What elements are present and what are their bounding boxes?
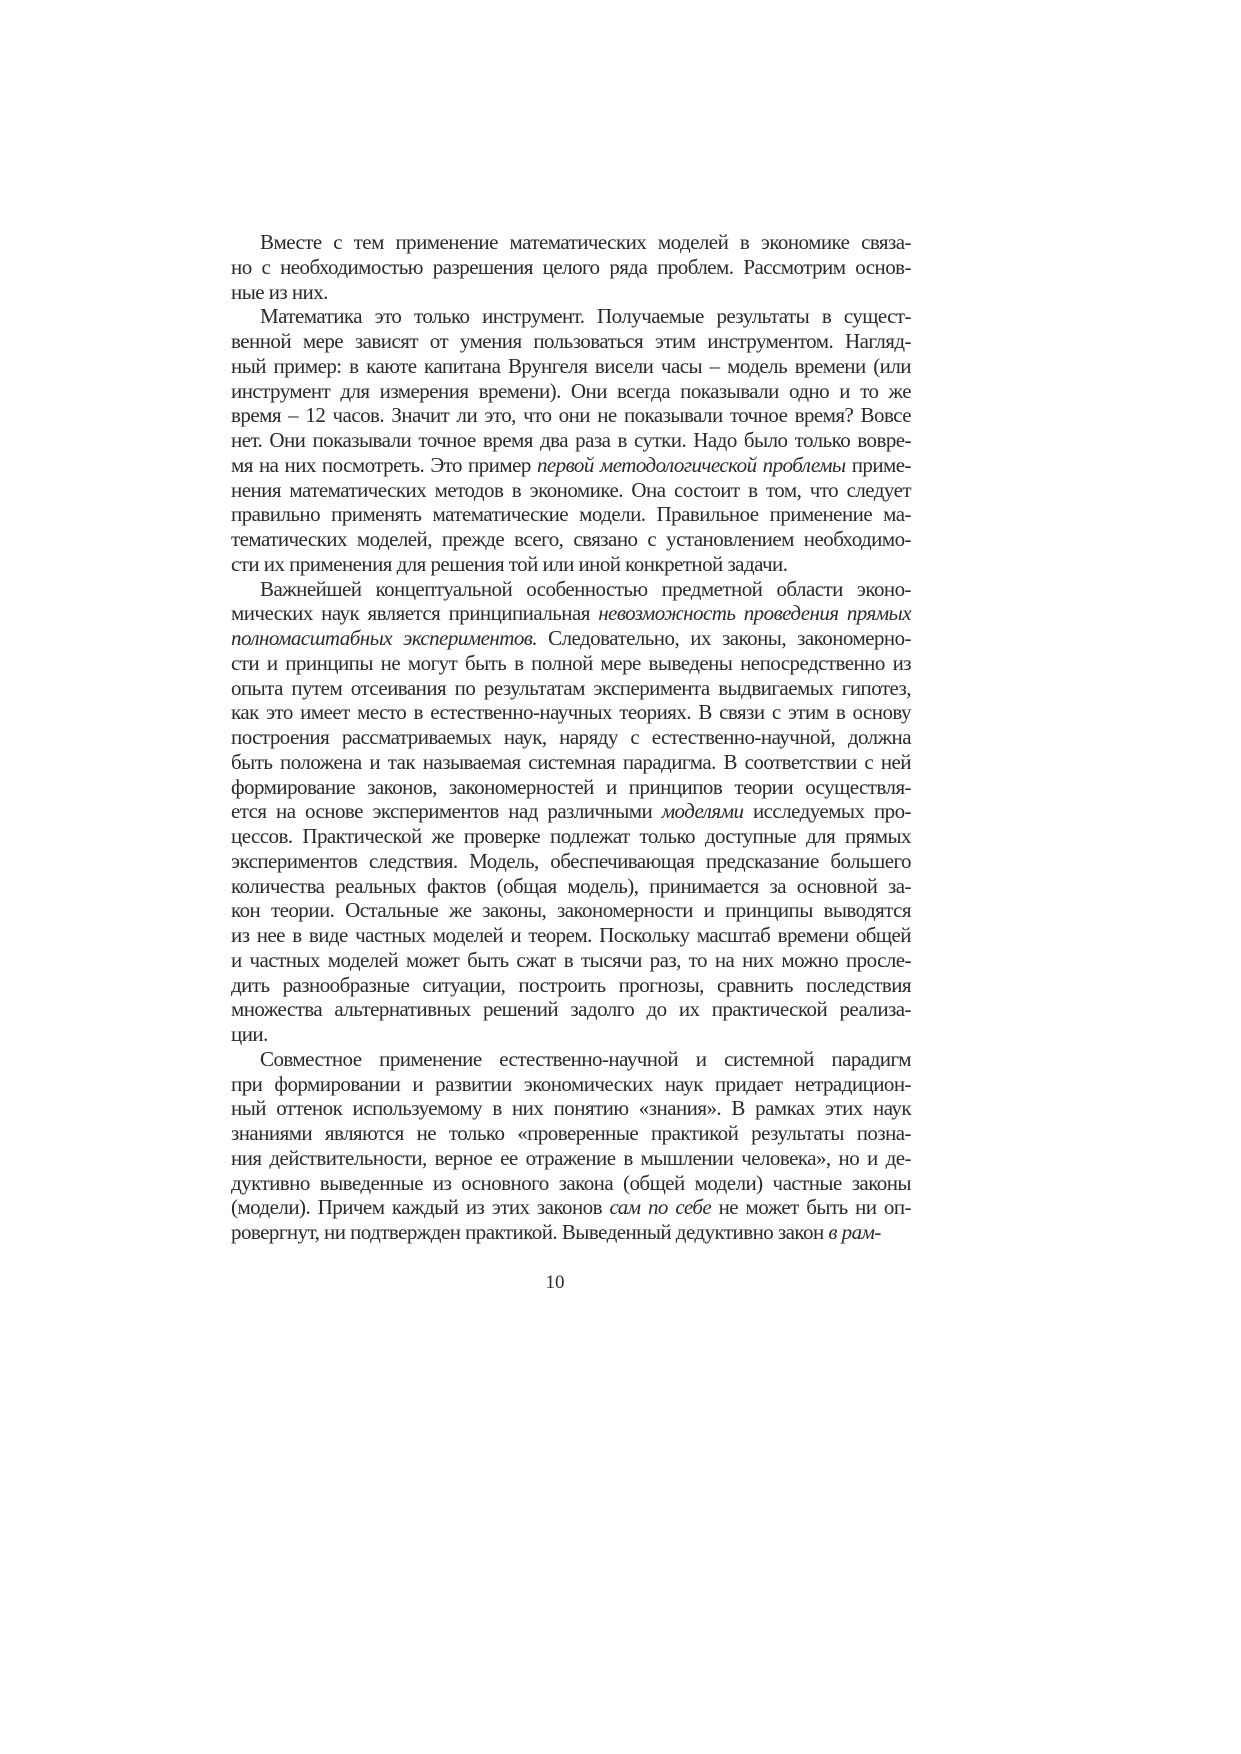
- text-run: правильно применять математические модели. Правильное применение ма-: [231, 502, 911, 527]
- text-line: [231, 1121, 911, 1146]
- text-line: [231, 1171, 911, 1196]
- text-run: ровергнут, ни подтвержден практикой. Выведенный дедуктивно закон: [231, 1220, 829, 1244]
- text-run: но с необходимостью разрешения целого ряда проблем. Рассмотрим основ-: [231, 254, 911, 279]
- text-run: мических наук является принципиальная: [231, 601, 599, 626]
- text-line: [231, 775, 911, 800]
- text-line: [231, 799, 911, 824]
- text-line: [231, 997, 911, 1022]
- page-number: 10: [545, 1272, 565, 1293]
- text-line: [231, 1220, 911, 1245]
- text-line: [231, 849, 911, 874]
- text-line: [231, 478, 911, 503]
- text-line: [231, 1047, 911, 1072]
- emphasis-text: первой методологической проблемы: [536, 452, 846, 477]
- text-line: [231, 453, 911, 478]
- text-run: Важнейшей концептуальной особенностью предметной области эконо-: [260, 576, 911, 601]
- text-run: быть положена и так называемая системная парадигма. В соответствии с ней: [231, 749, 911, 774]
- text-run: из нее в виде частных моделей и теорем. Поскольку масштаб времени общей: [231, 923, 911, 947]
- emphasis-text: моделями: [661, 799, 744, 824]
- text-run: ется на основе экспериментов над различными: [231, 799, 662, 824]
- text-line: [231, 750, 911, 775]
- text-line: [231, 948, 911, 973]
- text-run: инструмент для измерения времени). Они всегда показывали одно и то же: [231, 378, 911, 403]
- text-run: ные из них.: [231, 279, 328, 304]
- emphasis-text: невозможность проведения прямых: [598, 601, 911, 626]
- text-run: Следовательно, их законы, закономерно-: [537, 626, 911, 650]
- text-run: ный оттенок используемому в них понятию «знания». В рамках этих наук: [231, 1096, 911, 1121]
- text-line: [231, 651, 911, 676]
- text-line: [231, 552, 911, 577]
- text-run: сти и принципы не могут быть в полной мере выведены непосредственно из: [231, 650, 911, 675]
- text-run: экспериментов следствия. Модель, обеспечивающая предсказание большего: [231, 848, 911, 873]
- paragraph: [231, 304, 911, 576]
- text-line: [231, 502, 911, 527]
- text-run: формирование законов, закономерностей и принципов теории осуществля-: [231, 774, 911, 799]
- text-run: дуктивно выведенные из основного закона (общей модели) частные законы: [231, 1170, 911, 1195]
- text-line: [231, 973, 911, 998]
- text-line: [231, 304, 911, 329]
- text-line: [231, 329, 911, 354]
- text-line: [231, 379, 911, 404]
- text-run: кон теории. Остальные же законы, закономерности и принципы выводятся: [231, 898, 911, 923]
- text-run: как это имеет место в естественно-научных теориях. В связи с этим в основу: [231, 700, 911, 725]
- text-run: не может быть ни оп-: [711, 1195, 911, 1220]
- text-line: [231, 280, 911, 305]
- text-line: [231, 255, 911, 280]
- text-line: [231, 1146, 911, 1171]
- text-line: [231, 626, 911, 651]
- text-line: [231, 676, 911, 701]
- text-line: [231, 354, 911, 379]
- text-line: [231, 824, 911, 849]
- text-run: ный пример: в каюте капитана Врунгеля висели часы – модель времени (или: [231, 353, 911, 378]
- emphasis-text: сам по себе: [609, 1195, 712, 1220]
- text-run: сти их применения для решения той или иной конкретной задачи.: [231, 551, 788, 576]
- text-line: [231, 923, 911, 948]
- text-run: построения рассматриваемых наук, наряду с естественно-научной, должна: [231, 725, 911, 749]
- emphasis-text: в рам-: [828, 1220, 881, 1244]
- body-text: [231, 230, 911, 1245]
- text-run: Совместное применение естественно-научной и системной парадигм: [260, 1046, 911, 1071]
- text-line: [231, 403, 911, 428]
- text-run: количества реальных фактов (общая модель), принимается за основной за-: [231, 873, 911, 898]
- text-line: [231, 527, 911, 552]
- text-run: венной мере зависят от умения пользоваться этим инструментом. Нагляд-: [231, 329, 911, 353]
- text-run: ния действительности, верное ее отражение в мышлении человека», но и де-: [231, 1145, 911, 1170]
- text-run: множества альтернативных решений задолго до их практической реализа-: [231, 997, 911, 1022]
- text-run: нет. Они показывали точное время два раза в сутки. Надо было только вовре-: [231, 428, 911, 452]
- text-run: тематических моделей, прежде всего, связано с установлением необходимо-: [231, 527, 911, 551]
- paragraph: [231, 577, 911, 1047]
- text-line: [231, 230, 911, 255]
- text-line: [231, 601, 911, 626]
- text-line: [231, 898, 911, 923]
- text-run: Вместе с тем применение математических моделей в экономике связа-: [260, 230, 911, 254]
- text-run: нения математических методов в экономике. Она состоит в том, что следует: [231, 477, 911, 502]
- text-line: [231, 874, 911, 899]
- emphasis-text: полномасштабных экспериментов.: [231, 626, 538, 650]
- text-line: [231, 1096, 911, 1121]
- text-run: при формировании и развитии экономических наук придает нетрадицион-: [231, 1071, 911, 1096]
- text-run: Математика это только инструмент. Получаемые результаты в сущест-: [260, 304, 911, 329]
- text-run: знаниями являются не только «проверенные практикой результаты позна-: [231, 1121, 911, 1145]
- text-run: и частных моделей может быть сжат в тысячи раз, то на них можно просле-: [231, 947, 911, 972]
- text-run: (модели). Причем каждый из этих законов: [231, 1195, 610, 1220]
- text-run: цессов. Практической же проверке подлежат только доступные для прямых: [231, 824, 911, 848]
- text-line: [231, 577, 911, 602]
- text-line: [231, 725, 911, 750]
- text-line: [231, 700, 911, 725]
- paragraph: [231, 230, 911, 304]
- text-line: [231, 1022, 911, 1047]
- text-run: приме-: [845, 452, 911, 477]
- text-run: время – 12 часов. Значит ли это, что они не показывали точное время? Вовсе: [231, 403, 911, 428]
- text-run: мя на них посмотреть. Это пример: [231, 452, 537, 477]
- text-run: ции.: [231, 1022, 268, 1046]
- text-line: [231, 1072, 911, 1097]
- text-run: дить разнообразные ситуации, построить прогнозы, сравнить последствия: [231, 972, 911, 997]
- paragraph: [231, 1047, 911, 1245]
- text-line: [231, 1195, 911, 1220]
- text-run: опыта путем отсеивания по результатам эксперимента выдвигаемых гипотез,: [231, 675, 911, 700]
- text-run: исследуемых про-: [743, 799, 911, 824]
- text-line: [231, 428, 911, 453]
